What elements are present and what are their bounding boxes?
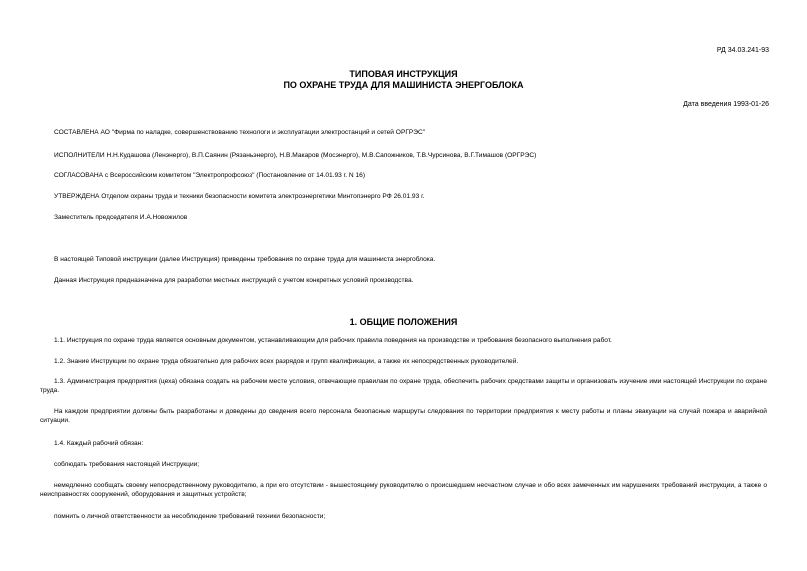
section-paragraph: 1.4. Каждый рабочий обязан:: [54, 440, 144, 447]
intro-paragraph: Данная Инструкция предназначена для разработки местных инструкций с учетом конкретных условий производства.: [54, 277, 414, 284]
section-paragraph: соблюдать требования настоящей Инструкции;: [54, 461, 200, 468]
document-title-line-2: ПО ОХРАНЕ ТРУДА ДЛЯ МАШИНИСТА ЭНЕРГОБЛОКА: [283, 80, 524, 90]
section-paragraph: 1.1. Инструкция по охране труда является основным документом, устанавливающим для рабочих правила поведения на производстве и требования безопасного выполнения работ.: [54, 337, 612, 344]
intro-paragraph: В настоящей Типовой инструкции (далее Инструкция) приведены требования по охране труда для машиниста энергоблока.: [54, 256, 436, 263]
deputy-chairman: Заместитель председателя И.А.Новожилов: [54, 214, 188, 221]
effective-date: Дата введения 1993-01-26: [683, 101, 769, 108]
section-paragraph: 1.2. Знание Инструкции по охране труда обязательно для рабочих всех разрядов и групп квалификации, а также их непосредственных руководителей.: [54, 358, 519, 365]
section-paragraph: немедленно сообщать своему непосредственному руководителю, а при его отсутствии - вышестоящему руководителю о происшедшем несчастном случае и обо всех замеченных им нарушениях требований инструкции, а также о неисправностях сооружений, оборудования и защитных устройств;: [40, 482, 767, 498]
document-title-line-1: ТИПОВАЯ ИНСТРУКЦИЯ: [349, 69, 458, 79]
agreed-with: СОГЛАСОВАНА с Всероссийским комитетом "Электропрофсоюз" (Постановление от 14.01.93 г. N 16): [54, 172, 366, 179]
section-paragraph: 1.3. Администрация предприятия (цеха) обязана создать на рабочем месте условия, отвечающие правилам по охране труда, обеспечить рабочих средствами защиты и организовать изучение ими настоящей Инструкции по охране труда.: [40, 378, 767, 394]
performers: ИСПОЛНИТЕЛИ Н.Н.Кудашова (Ленэнерго), В.П.Саянин (Рязаньэнерго), Н.В.Макаров (Мосэнерго), М.В.Сапожников, Т.В.Чурсинова, В.Г.Тимашов (ОРГРЭС): [54, 152, 537, 159]
document-code: РД 34.03.241-93: [716, 47, 769, 54]
section-paragraph: помнить о личной ответственности за несоблюдение требований техники безопасности;: [54, 513, 326, 520]
approved-by: УТВЕРЖДЕНА Отделом охраны труда и техники безопасности комитета электроэнергетики Минтопэнерго РФ 26.01.93 г.: [54, 193, 425, 200]
section-heading: 1. ОБЩИЕ ПОЛОЖЕНИЯ: [349, 317, 458, 327]
compiled-by: СОСТАВЛЕНА АО "Фирма по наладке, совершенствованию технологи и эксплуатации электростанций и сетей ОРГРЭС": [54, 129, 426, 136]
section-paragraph: На каждом предприятии должны быть разработаны и доведены до сведения всего персонала безопасные маршруты следования по территории предприятия к месту работы и планы эвакуации на случай пожара и аварийной ситуации.: [40, 408, 767, 424]
